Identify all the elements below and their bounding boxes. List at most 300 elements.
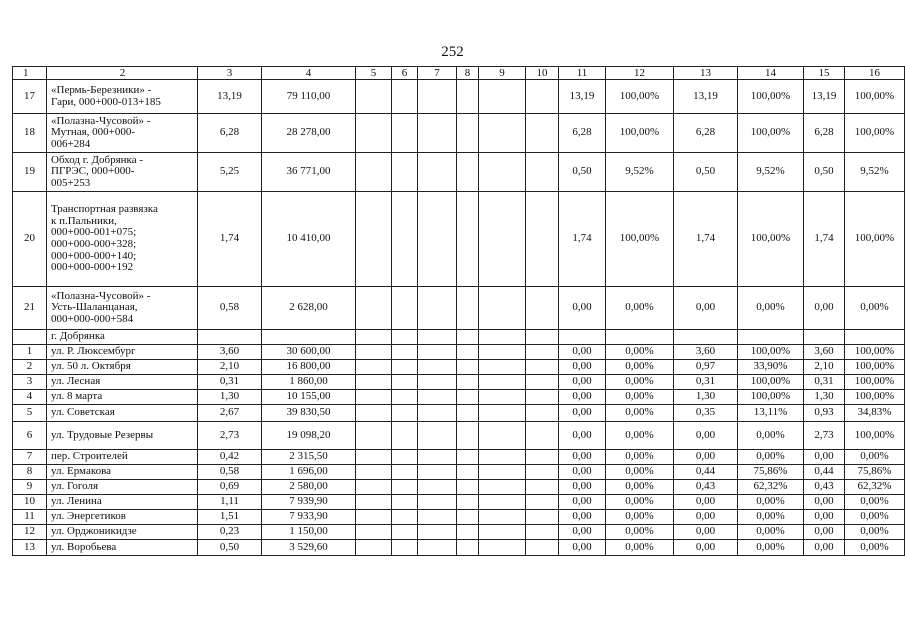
empty-cell bbox=[457, 345, 479, 360]
road-name-cell: «Полазна-Чусовой» - Мутная, 000+000- 006+284 bbox=[47, 114, 198, 153]
row-number-cell: 5 bbox=[13, 405, 47, 422]
empty-cell bbox=[418, 405, 457, 422]
empty-cell bbox=[418, 360, 457, 375]
value-cell-c3: 2,10 bbox=[198, 360, 262, 375]
value-cell-c13: 0,43 bbox=[674, 480, 738, 495]
value-cell-c16: 0,00% bbox=[845, 540, 905, 556]
header-cell-14: 14 bbox=[738, 67, 804, 80]
empty-cell bbox=[526, 114, 559, 153]
road-name-cell: «Полазна-Чусовой» - Усть-Шаланцаная, 000+000-000+584 bbox=[47, 287, 198, 330]
empty-cell bbox=[526, 375, 559, 390]
value-cell-c15: 0,00 bbox=[804, 495, 845, 510]
empty-cell bbox=[457, 80, 479, 114]
value-cell-c16: 100,00% bbox=[845, 375, 905, 390]
empty-cell bbox=[526, 360, 559, 375]
empty-cell bbox=[356, 287, 392, 330]
empty-cell bbox=[457, 390, 479, 405]
empty-cell bbox=[479, 480, 526, 495]
empty-cell bbox=[457, 360, 479, 375]
road-name-cell: Транспортная развязка к п.Пальники, 000+000-001+075; 000+000-000+328; 000+000-000+140; 000+000-000+192 bbox=[47, 192, 198, 287]
empty-cell bbox=[418, 80, 457, 114]
value-cell-c13: 0,00 bbox=[674, 422, 738, 450]
value-cell-c11: 0,00 bbox=[559, 360, 606, 375]
value-cell-c14: 33,90% bbox=[738, 360, 804, 375]
value-cell-c4: 7 939,90 bbox=[262, 495, 356, 510]
value-cell-c12: 0,00% bbox=[606, 375, 674, 390]
empty-cell bbox=[479, 465, 526, 480]
header-cell-11: 11 bbox=[559, 67, 606, 80]
value-cell-c4: 30 600,00 bbox=[262, 345, 356, 360]
value-cell-c16: 100,00% bbox=[845, 80, 905, 114]
table-row bbox=[13, 510, 905, 525]
value-cell-c14: 75,86% bbox=[738, 465, 804, 480]
value-cell-c12: 0,00% bbox=[606, 390, 674, 405]
empty-cell bbox=[457, 287, 479, 330]
value-cell-c15: 2,10 bbox=[804, 360, 845, 375]
row-number-cell: 13 bbox=[13, 540, 47, 556]
value-cell-c4: 2 315,50 bbox=[262, 450, 356, 465]
empty-cell bbox=[479, 540, 526, 556]
value-cell-c11: 0,00 bbox=[559, 422, 606, 450]
road-name-cell: ул. Ермакова bbox=[47, 465, 198, 480]
value-cell-c15: 0,00 bbox=[804, 525, 845, 540]
empty-cell bbox=[418, 540, 457, 556]
table-row bbox=[13, 287, 905, 330]
empty-cell bbox=[392, 80, 418, 114]
value-cell-c3: 0,42 bbox=[198, 450, 262, 465]
empty-cell bbox=[356, 465, 392, 480]
empty-cell bbox=[457, 405, 479, 422]
empty-cell bbox=[392, 510, 418, 525]
value-cell-c11: 6,28 bbox=[559, 114, 606, 153]
value-cell-c15: 0,00 bbox=[804, 510, 845, 525]
value-cell-c12: 100,00% bbox=[606, 114, 674, 153]
value-cell-c14: 100,00% bbox=[738, 192, 804, 287]
value-cell-c11: 0,00 bbox=[559, 465, 606, 480]
value-cell-c15: 0,31 bbox=[804, 375, 845, 390]
value-cell-c4: 3 529,60 bbox=[262, 540, 356, 556]
empty-cell bbox=[457, 422, 479, 450]
value-cell-c15: 0,00 bbox=[804, 450, 845, 465]
empty-cell bbox=[457, 525, 479, 540]
empty-cell bbox=[392, 192, 418, 287]
value-cell-c15: 0,43 bbox=[804, 480, 845, 495]
value-cell-c4: 79 110,00 bbox=[262, 80, 356, 114]
value-cell-c12: 0,00% bbox=[606, 540, 674, 556]
value-cell-c11: 0,00 bbox=[559, 405, 606, 422]
value-cell-c11: 13,19 bbox=[559, 80, 606, 114]
value-cell-c16: 100,00% bbox=[845, 114, 905, 153]
value-cell-c4: 2 628,00 bbox=[262, 287, 356, 330]
empty-cell bbox=[526, 345, 559, 360]
value-cell-c16 bbox=[845, 330, 905, 345]
value-cell-c11: 0,00 bbox=[559, 540, 606, 556]
row-number-cell: 19 bbox=[13, 153, 47, 192]
empty-cell bbox=[356, 330, 392, 345]
value-cell-c13: 0,00 bbox=[674, 540, 738, 556]
road-name-cell: ул. 8 марта bbox=[47, 390, 198, 405]
table-row bbox=[13, 540, 905, 556]
value-cell-c12: 0,00% bbox=[606, 422, 674, 450]
row-number-cell: 18 bbox=[13, 114, 47, 153]
value-cell-c3: 2,67 bbox=[198, 405, 262, 422]
empty-cell bbox=[356, 114, 392, 153]
value-cell-c13: 0,00 bbox=[674, 495, 738, 510]
value-cell-c3: 0,58 bbox=[198, 287, 262, 330]
value-cell-c13: 0,50 bbox=[674, 153, 738, 192]
value-cell-c14: 0,00% bbox=[738, 287, 804, 330]
value-cell-c14: 0,00% bbox=[738, 495, 804, 510]
row-number-cell: 2 bbox=[13, 360, 47, 375]
empty-cell bbox=[356, 153, 392, 192]
row-number-cell: 9 bbox=[13, 480, 47, 495]
value-cell-c12: 0,00% bbox=[606, 360, 674, 375]
value-cell-c14: 100,00% bbox=[738, 375, 804, 390]
value-cell-c3: 0,69 bbox=[198, 480, 262, 495]
value-cell-c11: 1,74 bbox=[559, 192, 606, 287]
value-cell-c4: 28 278,00 bbox=[262, 114, 356, 153]
value-cell-c15 bbox=[804, 330, 845, 345]
row-number-cell: 20 bbox=[13, 192, 47, 287]
empty-cell bbox=[392, 495, 418, 510]
empty-cell bbox=[392, 465, 418, 480]
value-cell-c14: 62,32% bbox=[738, 480, 804, 495]
value-cell-c16: 100,00% bbox=[845, 345, 905, 360]
value-cell-c11: 0,00 bbox=[559, 287, 606, 330]
empty-cell bbox=[457, 153, 479, 192]
empty-cell bbox=[392, 360, 418, 375]
value-cell-c4: 16 800,00 bbox=[262, 360, 356, 375]
empty-cell bbox=[356, 192, 392, 287]
value-cell-c15: 0,50 bbox=[804, 153, 845, 192]
row-number-cell: 8 bbox=[13, 465, 47, 480]
empty-cell bbox=[526, 287, 559, 330]
value-cell-c12: 0,00% bbox=[606, 495, 674, 510]
empty-cell bbox=[526, 495, 559, 510]
table-row bbox=[13, 422, 905, 450]
value-cell-c12: 0,00% bbox=[606, 510, 674, 525]
value-cell-c14: 100,00% bbox=[738, 114, 804, 153]
row-number-cell: 4 bbox=[13, 390, 47, 405]
empty-cell bbox=[392, 405, 418, 422]
empty-cell bbox=[457, 480, 479, 495]
empty-cell bbox=[356, 480, 392, 495]
road-name-cell: ул. Р. Люксембург bbox=[47, 345, 198, 360]
empty-cell bbox=[418, 465, 457, 480]
empty-cell bbox=[526, 510, 559, 525]
empty-cell bbox=[479, 405, 526, 422]
empty-cell bbox=[457, 465, 479, 480]
value-cell-c14: 0,00% bbox=[738, 422, 804, 450]
value-cell-c3: 0,23 bbox=[198, 525, 262, 540]
table-row bbox=[13, 495, 905, 510]
empty-cell bbox=[526, 390, 559, 405]
header-cell-6: 6 bbox=[392, 67, 418, 80]
empty-cell bbox=[479, 510, 526, 525]
table-row bbox=[13, 80, 905, 114]
value-cell-c11: 0,00 bbox=[559, 390, 606, 405]
table-row bbox=[13, 360, 905, 375]
empty-cell bbox=[457, 510, 479, 525]
header-cell-3: 3 bbox=[198, 67, 262, 80]
empty-cell bbox=[457, 330, 479, 345]
header-cell-12: 12 bbox=[606, 67, 674, 80]
table-row bbox=[13, 330, 905, 345]
value-cell-c12: 0,00% bbox=[606, 465, 674, 480]
empty-cell bbox=[356, 390, 392, 405]
value-cell-c16: 100,00% bbox=[845, 390, 905, 405]
value-cell-c4: 7 933,90 bbox=[262, 510, 356, 525]
value-cell-c14: 0,00% bbox=[738, 450, 804, 465]
value-cell-c12: 100,00% bbox=[606, 192, 674, 287]
value-cell-c16: 9,52% bbox=[845, 153, 905, 192]
row-number-cell: 1 bbox=[13, 345, 47, 360]
value-cell-c3: 0,31 bbox=[198, 375, 262, 390]
empty-cell bbox=[392, 375, 418, 390]
header-cell-13: 13 bbox=[674, 67, 738, 80]
empty-cell bbox=[479, 114, 526, 153]
empty-cell bbox=[479, 375, 526, 390]
road-name-cell: ул. Гоголя bbox=[47, 480, 198, 495]
value-cell-c13: 3,60 bbox=[674, 345, 738, 360]
empty-cell bbox=[418, 390, 457, 405]
empty-cell bbox=[457, 375, 479, 390]
empty-cell bbox=[526, 540, 559, 556]
value-cell-c11: 0,50 bbox=[559, 153, 606, 192]
value-cell-c4: 39 830,50 bbox=[262, 405, 356, 422]
value-cell-c13: 0,35 bbox=[674, 405, 738, 422]
empty-cell bbox=[418, 330, 457, 345]
value-cell-c11 bbox=[559, 330, 606, 345]
value-cell-c13: 0,44 bbox=[674, 465, 738, 480]
road-name-cell: ул. Советская bbox=[47, 405, 198, 422]
value-cell-c4 bbox=[262, 330, 356, 345]
empty-cell bbox=[457, 114, 479, 153]
row-number-cell: 6 bbox=[13, 422, 47, 450]
value-cell-c16: 100,00% bbox=[845, 422, 905, 450]
empty-cell bbox=[457, 192, 479, 287]
empty-cell bbox=[526, 480, 559, 495]
empty-cell bbox=[356, 360, 392, 375]
value-cell-c13: 0,97 bbox=[674, 360, 738, 375]
data-table bbox=[12, 66, 905, 556]
value-cell-c15: 13,19 bbox=[804, 80, 845, 114]
row-number-cell: 11 bbox=[13, 510, 47, 525]
value-cell-c13: 13,19 bbox=[674, 80, 738, 114]
empty-cell bbox=[418, 450, 457, 465]
road-name-cell: ул. Воробьева bbox=[47, 540, 198, 556]
value-cell-c16: 100,00% bbox=[845, 192, 905, 287]
value-cell-c4: 19 098,20 bbox=[262, 422, 356, 450]
value-cell-c14: 100,00% bbox=[738, 390, 804, 405]
value-cell-c12: 0,00% bbox=[606, 480, 674, 495]
value-cell-c16: 0,00% bbox=[845, 287, 905, 330]
value-cell-c15: 1,30 bbox=[804, 390, 845, 405]
value-cell-c14: 100,00% bbox=[738, 80, 804, 114]
empty-cell bbox=[356, 525, 392, 540]
value-cell-c3: 1,51 bbox=[198, 510, 262, 525]
empty-cell bbox=[526, 405, 559, 422]
empty-cell bbox=[526, 330, 559, 345]
header-cell-2: 2 bbox=[47, 67, 198, 80]
empty-cell bbox=[392, 345, 418, 360]
value-cell-c11: 0,00 bbox=[559, 450, 606, 465]
value-cell-c15: 0,93 bbox=[804, 405, 845, 422]
header-cell-5: 5 bbox=[356, 67, 392, 80]
empty-cell bbox=[356, 405, 392, 422]
table-row bbox=[13, 375, 905, 390]
value-cell-c14: 0,00% bbox=[738, 525, 804, 540]
table-row bbox=[13, 390, 905, 405]
header-cell-16: 16 bbox=[845, 67, 905, 80]
header-cell-10: 10 bbox=[526, 67, 559, 80]
header-cell-9: 9 bbox=[479, 67, 526, 80]
row-number-cell: 3 bbox=[13, 375, 47, 390]
empty-cell bbox=[418, 510, 457, 525]
column-number-header bbox=[13, 67, 905, 80]
value-cell-c4: 1 150,00 bbox=[262, 525, 356, 540]
value-cell-c3: 6,28 bbox=[198, 114, 262, 153]
row-number-cell: 21 bbox=[13, 287, 47, 330]
value-cell-c13 bbox=[674, 330, 738, 345]
value-cell-c12: 0,00% bbox=[606, 345, 674, 360]
header-cell-7: 7 bbox=[418, 67, 457, 80]
value-cell-c13: 0,00 bbox=[674, 287, 738, 330]
value-cell-c11: 0,00 bbox=[559, 375, 606, 390]
road-name-cell: ул. Лесная bbox=[47, 375, 198, 390]
table-body bbox=[13, 67, 905, 556]
empty-cell bbox=[356, 450, 392, 465]
value-cell-c11: 0,00 bbox=[559, 345, 606, 360]
empty-cell bbox=[526, 450, 559, 465]
value-cell-c4: 36 771,00 bbox=[262, 153, 356, 192]
value-cell-c14: 13,11% bbox=[738, 405, 804, 422]
road-name-cell: ул. Ленина bbox=[47, 495, 198, 510]
empty-cell bbox=[418, 114, 457, 153]
table-row bbox=[13, 345, 905, 360]
empty-cell bbox=[418, 345, 457, 360]
row-number-cell: 17 bbox=[13, 80, 47, 114]
value-cell-c4: 2 580,00 bbox=[262, 480, 356, 495]
empty-cell bbox=[526, 525, 559, 540]
row-number-cell: 7 bbox=[13, 450, 47, 465]
empty-cell bbox=[418, 192, 457, 287]
value-cell-c15: 3,60 bbox=[804, 345, 845, 360]
empty-cell bbox=[392, 525, 418, 540]
empty-cell bbox=[479, 345, 526, 360]
empty-cell bbox=[356, 540, 392, 556]
empty-cell bbox=[392, 153, 418, 192]
value-cell-c3: 1,11 bbox=[198, 495, 262, 510]
value-cell-c11: 0,00 bbox=[559, 525, 606, 540]
value-cell-c12: 0,00% bbox=[606, 405, 674, 422]
empty-cell bbox=[418, 422, 457, 450]
empty-cell bbox=[356, 510, 392, 525]
empty-cell bbox=[392, 480, 418, 495]
empty-cell bbox=[479, 450, 526, 465]
header-cell-1: 1 bbox=[13, 67, 47, 80]
value-cell-c4: 1 696,00 bbox=[262, 465, 356, 480]
value-cell-c13: 1,74 bbox=[674, 192, 738, 287]
value-cell-c16: 62,32% bbox=[845, 480, 905, 495]
empty-cell bbox=[479, 153, 526, 192]
value-cell-c3: 13,19 bbox=[198, 80, 262, 114]
table-row bbox=[13, 525, 905, 540]
value-cell-c14: 0,00% bbox=[738, 510, 804, 525]
row-number-cell bbox=[13, 330, 47, 345]
road-name-cell: ул. 50 л. Октября bbox=[47, 360, 198, 375]
table-row bbox=[13, 192, 905, 287]
value-cell-c15: 2,73 bbox=[804, 422, 845, 450]
table-row bbox=[13, 153, 905, 192]
empty-cell bbox=[356, 80, 392, 114]
value-cell-c13: 0,31 bbox=[674, 375, 738, 390]
value-cell-c3: 0,50 bbox=[198, 540, 262, 556]
header-cell-8: 8 bbox=[457, 67, 479, 80]
page-number: 252 bbox=[441, 44, 464, 60]
value-cell-c15: 0,00 bbox=[804, 287, 845, 330]
value-cell-c11: 0,00 bbox=[559, 510, 606, 525]
table-row bbox=[13, 465, 905, 480]
road-name-cell: «Пермь-Березники» - Гари, 000+000-013+185 bbox=[47, 80, 198, 114]
road-name-cell: ул. Энергетиков bbox=[47, 510, 198, 525]
empty-cell bbox=[457, 495, 479, 510]
table-row bbox=[13, 405, 905, 422]
value-cell-c12: 100,00% bbox=[606, 80, 674, 114]
value-cell-c16: 0,00% bbox=[845, 525, 905, 540]
value-cell-c3: 2,73 bbox=[198, 422, 262, 450]
value-cell-c3: 1,74 bbox=[198, 192, 262, 287]
value-cell-c11: 0,00 bbox=[559, 495, 606, 510]
value-cell-c3 bbox=[198, 330, 262, 345]
value-cell-c13: 0,00 bbox=[674, 510, 738, 525]
value-cell-c12: 0,00% bbox=[606, 450, 674, 465]
empty-cell bbox=[526, 422, 559, 450]
header-cell-4: 4 bbox=[262, 67, 356, 80]
row-number-cell: 10 bbox=[13, 495, 47, 510]
empty-cell bbox=[392, 287, 418, 330]
empty-cell bbox=[526, 153, 559, 192]
value-cell-c12: 9,52% bbox=[606, 153, 674, 192]
empty-cell bbox=[356, 375, 392, 390]
value-cell-c14: 0,00% bbox=[738, 540, 804, 556]
empty-cell bbox=[479, 360, 526, 375]
value-cell-c16: 100,00% bbox=[845, 360, 905, 375]
road-name-cell: Обход г. Добрянка - ПГРЭС, 000+000- 005+253 bbox=[47, 153, 198, 192]
empty-cell bbox=[526, 465, 559, 480]
empty-cell bbox=[479, 422, 526, 450]
value-cell-c15: 0,00 bbox=[804, 540, 845, 556]
empty-cell bbox=[418, 525, 457, 540]
road-name-cell: пер. Строителей bbox=[47, 450, 198, 465]
empty-cell bbox=[356, 422, 392, 450]
table-row bbox=[13, 450, 905, 465]
value-cell-c4: 10 410,00 bbox=[262, 192, 356, 287]
table-row bbox=[13, 114, 905, 153]
empty-cell bbox=[457, 450, 479, 465]
value-cell-c16: 0,00% bbox=[845, 495, 905, 510]
value-cell-c16: 75,86% bbox=[845, 465, 905, 480]
empty-cell bbox=[356, 495, 392, 510]
empty-cell bbox=[479, 287, 526, 330]
value-cell-c15: 0,44 bbox=[804, 465, 845, 480]
value-cell-c13: 1,30 bbox=[674, 390, 738, 405]
empty-cell bbox=[457, 540, 479, 556]
value-cell-c4: 10 155,00 bbox=[262, 390, 356, 405]
empty-cell bbox=[418, 480, 457, 495]
empty-cell bbox=[479, 192, 526, 287]
empty-cell bbox=[418, 495, 457, 510]
